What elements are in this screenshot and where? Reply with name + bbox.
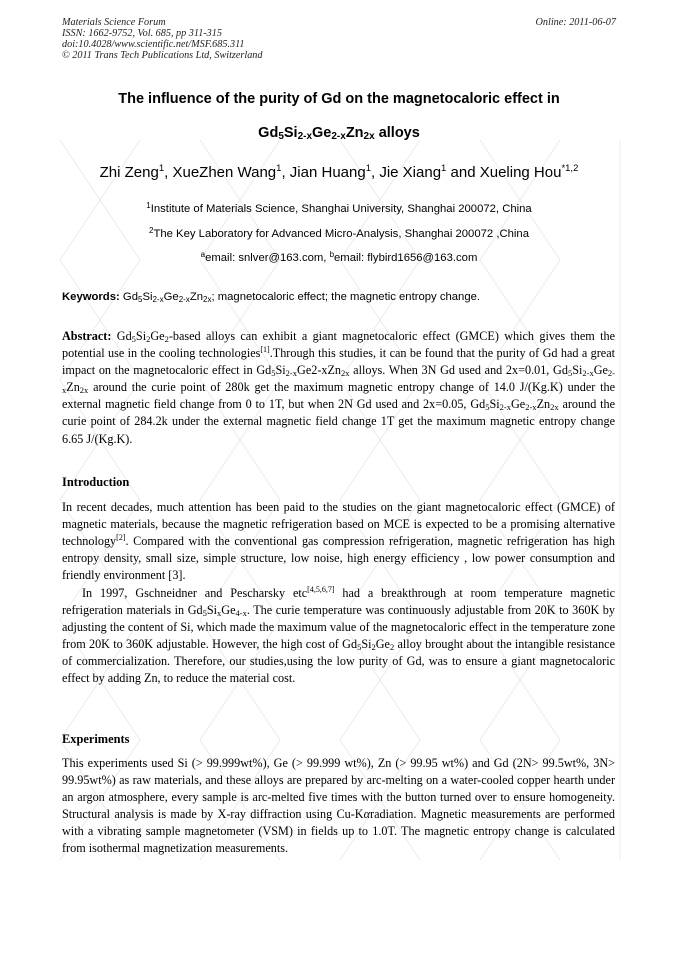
abstract-label: Abstract: <box>62 329 112 343</box>
introduction-paragraph-1: In recent decades, much attention has been paid to the studies on the giant magnetocaloric effect (GMCE) of magnetic materials, because the magnetic refrigeration based on MCE is expected to be a promising alternative technology[2]. Compared with the conventional gas compression refrigeration, magnetic refrigeration has high entropy density, small size, simple structure, low noise, high energy efficiency , low power consumption and friendly environment [3]. <box>62 500 615 583</box>
keywords: Keywords: $Gd_5Si_{2-x}Ge_{2-x}Zn_{2x}$; magnetocaloric effect; the magnetic entropy change. <box>62 291 481 304</box>
journal-name: Materials Science Forum <box>62 17 166 28</box>
author-name: Jie Xiang <box>379 164 442 181</box>
citation-ref[interactable]: [1] <box>260 345 270 355</box>
affiliation-2: $^2$The Key Laboratory for Advanced Micro-Analysis, Shanghai 200072 ,China <box>149 226 529 240</box>
author-list: Zhi Zeng$^1$, XueZhen Wang$^1$, Jian Huang$^1$, Jie Xiang$^1$ and Xueling Hou$^{*1,2}$ <box>99 163 579 181</box>
author-name: XueZhen Wang <box>172 164 277 181</box>
journal-doi[interactable]: doi:10.4028/www.scientific.net/MSF.685.311 <box>62 39 245 50</box>
citation-ref[interactable]: [4,5,6,7] <box>307 585 335 594</box>
author-name: Jian Huang <box>289 164 366 181</box>
affiliation-1: $^1$Institute of Materials Science, Shanghai University, Shanghai 200072, China <box>146 201 532 215</box>
journal-header <box>62 17 262 61</box>
citation-ref[interactable]: [2] <box>116 533 126 543</box>
author-name: Zhi Zeng <box>99 164 159 181</box>
introduction-paragraph-2: In 1997, Gschneidner and Pescharsky etc[4,5,6,7] had a breakthrough at room temperature magnetic refrigeration materials in $Gd_5Si_xGe_{4-x}$. The curie temperature was continuously adjustable from 20K to 360K by adjusting the content of Si, which made the maximum value of the magnetocaloric effect in the temperature zone from 20K to 360K adjustable. However, the high cost of $Gd_5Si_2Ge_2$ alloy brought about the intangible resistance of commercialization. Therefore, our studies,using the low purity of Gd, was to ensure a giant magnetocaloric effect by adding Zn, to reduce the material cost. <box>62 585 615 686</box>
abstract: Abstract: $Gd_5Si_2Ge_2$-based alloys can exhibit a giant magnetocaloric effect (GMCE) which gives them the potential use in the cooling technologies[1].Through this studies, it can be found that the purity of Gd had a great impact on the magnetocaloric effect in $Gd_5Si_{2-x}Ge2-xZn_{2x}$ alloys. When 3N Gd used and 2x=0.01, $Gd_5Si_{2-x}Ge_{2-x}Zn_{2x}$ around the curie point of 280k get the maximum magnetic entropy change of 14.0 J/(Kg.K) under the external magnetic field change from 0 to 1T, but when 2N Gd used and 2x=0.05, $Gd_5Si_{2-x}Ge_{2-x}Zn_{2x}$ around the curie point of 284.2k under the external magnetic field change 1T get the maximum magnetic entropy change 6.65 J/(Kg.K). <box>62 329 616 446</box>
section-heading-introduction: Introduction <box>62 475 130 489</box>
section-heading-experiments: Experiments <box>62 732 130 746</box>
paper-title-line1: The influence of the purity of Gd on the magnetocaloric effect in <box>118 91 560 107</box>
online-date: Online: 2011-06-07 <box>535 17 616 28</box>
journal-issn: ISSN: 1662-9752, Vol. 685, pp 311-315 <box>62 28 222 39</box>
paper-title-line2: $Gd_5Si_{2-x}Ge_{2-x}Zn_{2x}$ alloys <box>258 125 420 142</box>
author-name: Xueling Hou <box>479 164 562 181</box>
keywords-label: Keywords: <box>62 291 120 303</box>
journal-copyright: © 2011 Trans Tech Publications Ltd, Switzerland <box>62 50 263 61</box>
author-emails[interactable]: $^a$email: snlver@163.com, $^b$email: flybird1656@163.com <box>200 250 478 264</box>
experiments-paragraph-1: This experiments used Si (> 99.999wt%), Ge (> 99.999 wt%), Zn (> 99.95 wt%) and Gd (2N> 99.5wt%, 3N> 99.95wt%) as raw materials, and these alloys are prepared by arc-melting on a water-cooled copper hearth under an argon atmosphere, every sample is arc-melted five times with the button turned over to ensure homogeneity. Structural analysis is made by X-ray diffraction using Cu-Kαradiation. Magnetic measurements are performed with a vibrating sample magnetometer (VSM) in fields up to 1.0T. The magnetic entropy change is calculated from isothermal magnetization measurements. <box>62 756 615 856</box>
